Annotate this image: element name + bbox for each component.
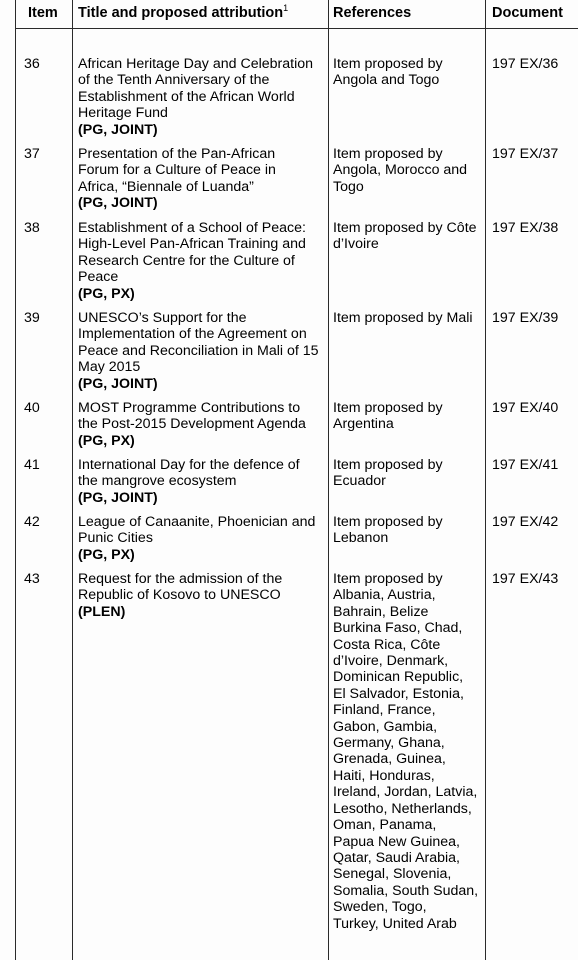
reference-line: Lebanon <box>333 530 389 547</box>
title-line: of the Tenth Anniversary of the <box>78 72 270 89</box>
title-line: Forum for a Culture of Peace in <box>78 162 276 179</box>
reference-line: Qatar, Saudi Arabia, <box>333 849 460 866</box>
item-document: 197 EX/40 <box>492 400 559 416</box>
title-line: Africa, “Biennale of Luanda” <box>78 178 254 195</box>
item-number: 43 <box>24 571 40 587</box>
reference-line: Item proposed by <box>333 400 443 416</box>
title-line: African Heritage Day and Celebration <box>78 56 314 72</box>
attribution: (PG, JOINT) <box>78 489 158 506</box>
title-line: MOST Programme Contributions to <box>78 400 301 416</box>
reference-line: Item proposed by <box>333 457 443 473</box>
header-references: References <box>333 5 412 21</box>
item-number: 42 <box>24 514 40 530</box>
title-line: Heritage Fund <box>78 105 168 122</box>
title-line: Establishment of the African World <box>78 88 295 105</box>
reference-line: d’Ivoire, Denmark, <box>333 653 449 670</box>
reference-line: El Salvador, Estonia, <box>333 685 464 702</box>
reference-line: Senegal, Slovenia, <box>333 866 452 883</box>
attribution: (PG, JOINT) <box>78 375 158 392</box>
attribution: (PG, JOINT) <box>78 195 158 212</box>
title-line: the Post-2015 Development Agenda <box>78 416 306 433</box>
reference-line: Gabon, Gambia, <box>333 718 438 735</box>
item-title <box>78 220 323 302</box>
reference-line: Grenada, Guinea, <box>333 751 446 768</box>
title-line: May 2015 <box>78 359 141 376</box>
reference-line: Item proposed by <box>333 56 443 72</box>
attribution: (PG, PX) <box>78 285 135 302</box>
attribution: (PG, PX) <box>78 546 135 563</box>
reference-line: Item proposed by Côte <box>333 220 477 236</box>
item-references <box>333 400 485 433</box>
item-references <box>333 514 485 547</box>
item-title <box>78 310 323 392</box>
title-line: High-Level Pan-African Training and <box>78 236 306 253</box>
title-line: Presentation of the Pan-African <box>78 146 276 162</box>
item-title <box>78 457 323 506</box>
title-line: Research Centre for the Culture of <box>78 252 295 269</box>
title-line: UNESCO’s Support for the <box>78 310 247 326</box>
reference-line: Togo <box>333 178 364 195</box>
reference-line: Ireland, Jordan, Latvia, <box>333 784 478 801</box>
reference-line: Turkey, United Arab <box>333 915 457 932</box>
attribution: (PG, PX) <box>78 432 135 449</box>
reference-line: Item proposed by Mali <box>333 310 473 326</box>
title-line: Request for the admission of the <box>78 571 283 587</box>
item-document: 197 EX/41 <box>492 457 559 473</box>
title-line: Establishment of a School of Peace: <box>78 220 306 236</box>
item-references <box>333 56 485 89</box>
title-line: League of Canaanite, Phoenician and <box>78 514 316 530</box>
item-title <box>78 56 323 138</box>
item-title <box>78 571 323 620</box>
reference-line: Albania, Austria, <box>333 587 436 604</box>
title-line: Implementation of the Agreement on <box>78 326 307 343</box>
item-number: 36 <box>24 56 40 72</box>
reference-line: Angola, Morocco and <box>333 162 468 179</box>
title-line: Republic of Kosovo to UNESCO <box>78 587 281 604</box>
item-document: 197 EX/36 <box>492 56 559 72</box>
title-line: the mangrove ecosystem <box>78 473 237 490</box>
reference-line: Ecuador <box>333 473 386 490</box>
reference-line: Costa Rica, Côte <box>333 636 441 653</box>
item-title <box>78 514 323 563</box>
reference-line: Item proposed by <box>333 146 443 162</box>
reference-line: Burkina Faso, Chad, <box>333 620 463 637</box>
title-line: Peace <box>78 269 119 286</box>
header-title <box>78 3 288 23</box>
reference-line: Argentina <box>333 416 394 433</box>
header-divider <box>15 28 578 29</box>
item-number: 37 <box>24 146 40 162</box>
item-references <box>333 146 485 195</box>
footnote-mark: 1 <box>283 3 289 14</box>
item-references <box>333 457 485 490</box>
attribution: (PG, JOINT) <box>78 121 158 138</box>
item-number: 39 <box>24 310 40 326</box>
item-references <box>333 571 485 932</box>
item-number: 38 <box>24 220 40 236</box>
reference-line: Haiti, Honduras, <box>333 767 435 784</box>
item-number: 40 <box>24 400 40 416</box>
header-document: Document <box>492 5 563 21</box>
reference-line: Bahrain, Belize <box>333 603 429 620</box>
header-title-text: Title and proposed attribution <box>78 5 284 21</box>
reference-line: Item proposed by <box>333 571 443 587</box>
reference-line: Dominican Republic, <box>333 669 464 686</box>
column-divider-title <box>328 0 329 960</box>
reference-line: Somalia, South Sudan, <box>333 882 479 899</box>
column-divider-item <box>72 0 73 960</box>
attribution: (PLEN) <box>78 603 126 620</box>
header-item: Item <box>28 5 58 21</box>
reference-line: Finland, France, <box>333 702 436 719</box>
item-document: 197 EX/39 <box>492 310 559 326</box>
column-divider-references <box>485 0 486 960</box>
reference-line: Oman, Panama, <box>333 817 437 834</box>
item-document: 197 EX/37 <box>492 146 559 162</box>
item-title <box>78 400 323 449</box>
item-references <box>333 310 485 326</box>
reference-line: Lesotho, Netherlands, <box>333 800 472 817</box>
reference-line: Papua New Guinea, <box>333 833 460 850</box>
reference-line: Sweden, Togo, <box>333 899 427 916</box>
item-document: 197 EX/42 <box>492 514 559 530</box>
reference-line: Germany, Ghana, <box>333 735 445 752</box>
reference-line: Angola and Togo <box>333 72 440 89</box>
item-number: 41 <box>24 457 40 473</box>
table-border-left <box>15 0 16 960</box>
title-line: Peace and Reconciliation in Mali of 15 <box>78 342 319 359</box>
item-title <box>78 146 323 212</box>
title-line: Punic Cities <box>78 530 153 547</box>
reference-line: d’Ivoire <box>333 236 379 253</box>
item-document: 197 EX/43 <box>492 571 559 587</box>
reference-line: Item proposed by <box>333 514 443 530</box>
item-document: 197 EX/38 <box>492 220 559 236</box>
item-references <box>333 220 485 253</box>
title-line: International Day for the defence of <box>78 457 300 473</box>
